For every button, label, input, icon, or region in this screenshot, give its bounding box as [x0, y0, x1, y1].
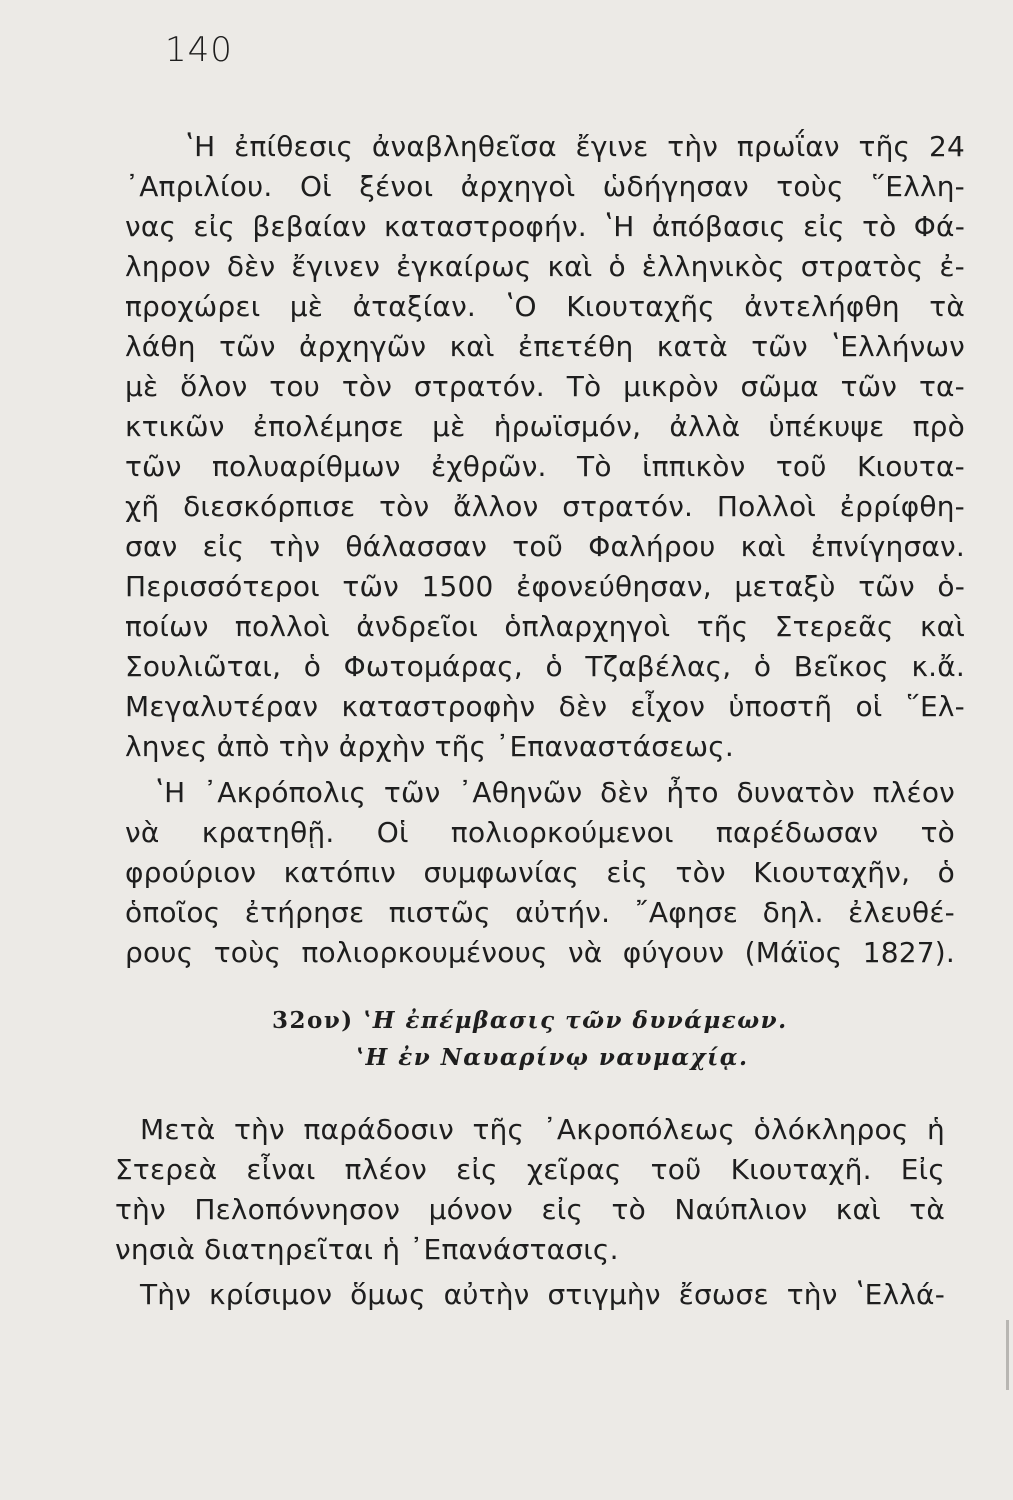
text-line: νὰ κρατηθῇ. Οἱ πολιορκούμενοι παρέδωσαν τὸ — [125, 816, 955, 849]
section-heading-line-2 — [356, 1042, 748, 1074]
page-number: 140 — [165, 30, 233, 70]
section-number: 32ον) — [272, 1007, 354, 1034]
text-line: Μετὰ τὴν παράδοσιν τῆς ᾿Ακροπόλεως ὁλόκληρος ἡ — [140, 1113, 945, 1146]
text-line: Στερεὰ εἶναι πλέον εἰς χεῖρας τοῦ Κιουταχῆ. Εἰς — [115, 1153, 945, 1186]
text-line: τὴν Πελοπόννησον μόνον εἰς τὸ Ναύπλιον καὶ τὰ — [115, 1193, 945, 1226]
text-line: ποίων πολλοὶ ἀνδρεῖοι ὁπλαρχηγοὶ τῆς Στερεᾶς καὶ — [125, 610, 965, 643]
text-line: φρούριον κατόπιν συμφωνίας εἰς τὸν Κιουταχῆν, ὁ — [125, 856, 955, 889]
text-line: χῆ διεσκόρπισε τὸν ἄλλον στρατόν. Πολλοὶ ἐρρίφθη- — [125, 490, 965, 523]
text-line: ληρον δὲν ἔγινεν ἐγκαίρως καὶ ὁ ἑλληνικὸς στρατὸς ἐ- — [125, 250, 965, 283]
text-line: Τὴν κρίσιμον ὅμως αὐτὴν στιγμὴν ἔσωσε τὴν ʽΕλλά- — [140, 1278, 945, 1311]
text-line: ὁποῖος ἐτήρησε πιστῶς αὐτήν. ῎Αφησε δηλ. ἐλευθέ- — [125, 896, 955, 929]
scan-edge-mark — [1006, 1320, 1009, 1390]
text-line: ρους τοὺς πολιορκουμένους νὰ φύγουν (Μάϊος 1827). — [125, 936, 955, 969]
section-subtitle: ʽΗ ἐν Ναυαρίνῳ ναυμαχίᾳ. — [356, 1044, 749, 1071]
text-line: νας εἰς βεβαίαν καταστροφήν. ʽΗ ἀπόβασις εἰς τὸ Φά- — [125, 210, 965, 243]
text-line: ᾿Απριλίου. Οἱ ξένοι ἀρχηγοὶ ὡδήγησαν τοὺς ῞Ελλη- — [125, 170, 965, 203]
text-line: Μεγαλυτέραν καταστροφὴν δὲν εἶχον ὑποστῆ οἱ ῞Ελ- — [125, 690, 965, 723]
text-line: νησιὰ διατηρεῖται ἡ ᾿Επανάστασις. — [115, 1233, 619, 1266]
text-line: μὲ ὅλον του τὸν στρατόν. Τὸ μικρὸν σῶμα τῶν τα- — [125, 370, 965, 403]
text-line: λάθη τῶν ἀρχηγῶν καὶ ἐπετέθη κατὰ τῶν ʽΕλλήνων — [125, 330, 965, 363]
text-line: Σουλιῶται, ὁ Φωτομάρας, ὁ Τζαβέλας, ὁ Βεῖκος κ.ἄ. — [125, 650, 965, 683]
text-line: ληνες ἀπὸ τὴν ἀρχὴν τῆς ᾿Επαναστάσεως. — [125, 730, 734, 763]
text-line: κτικῶν ἐπολέμησε μὲ ἡρωϊσμόν, ἀλλὰ ὑπέκυψε πρὸ — [125, 410, 965, 443]
text-line: ʽΗ ἐπίθεσις ἀναβληθεῖσα ἔγινε τὴν πρωΐαν τῆς 24 — [185, 130, 965, 163]
text-line: σαν εἰς τὴν θάλασσαν τοῦ Φαλήρου καὶ ἐπνίγησαν. — [125, 530, 965, 563]
text-line: προχώρει μὲ ἀταξίαν. ʽΟ Κιουταχῆς ἀντελήφθη τὰ — [125, 290, 965, 323]
section-heading-line-1 — [272, 1005, 788, 1037]
text-line: Περισσότεροι τῶν 1500 ἐφονεύθησαν, μεταξὺ τῶν ὁ- — [125, 570, 965, 603]
section-title: ʽΗ ἐπέμβασις τῶν δυνάμεων. — [363, 1007, 788, 1034]
text-line: ʽΗ ᾿Ακρόπολις τῶν ᾿Αθηνῶν δὲν ἦτο δυνατὸν πλέον — [155, 776, 955, 809]
text-line: τῶν πολυαρίθμων ἐχθρῶν. Τὸ ἱππικὸν τοῦ Κιουτα- — [125, 450, 965, 483]
